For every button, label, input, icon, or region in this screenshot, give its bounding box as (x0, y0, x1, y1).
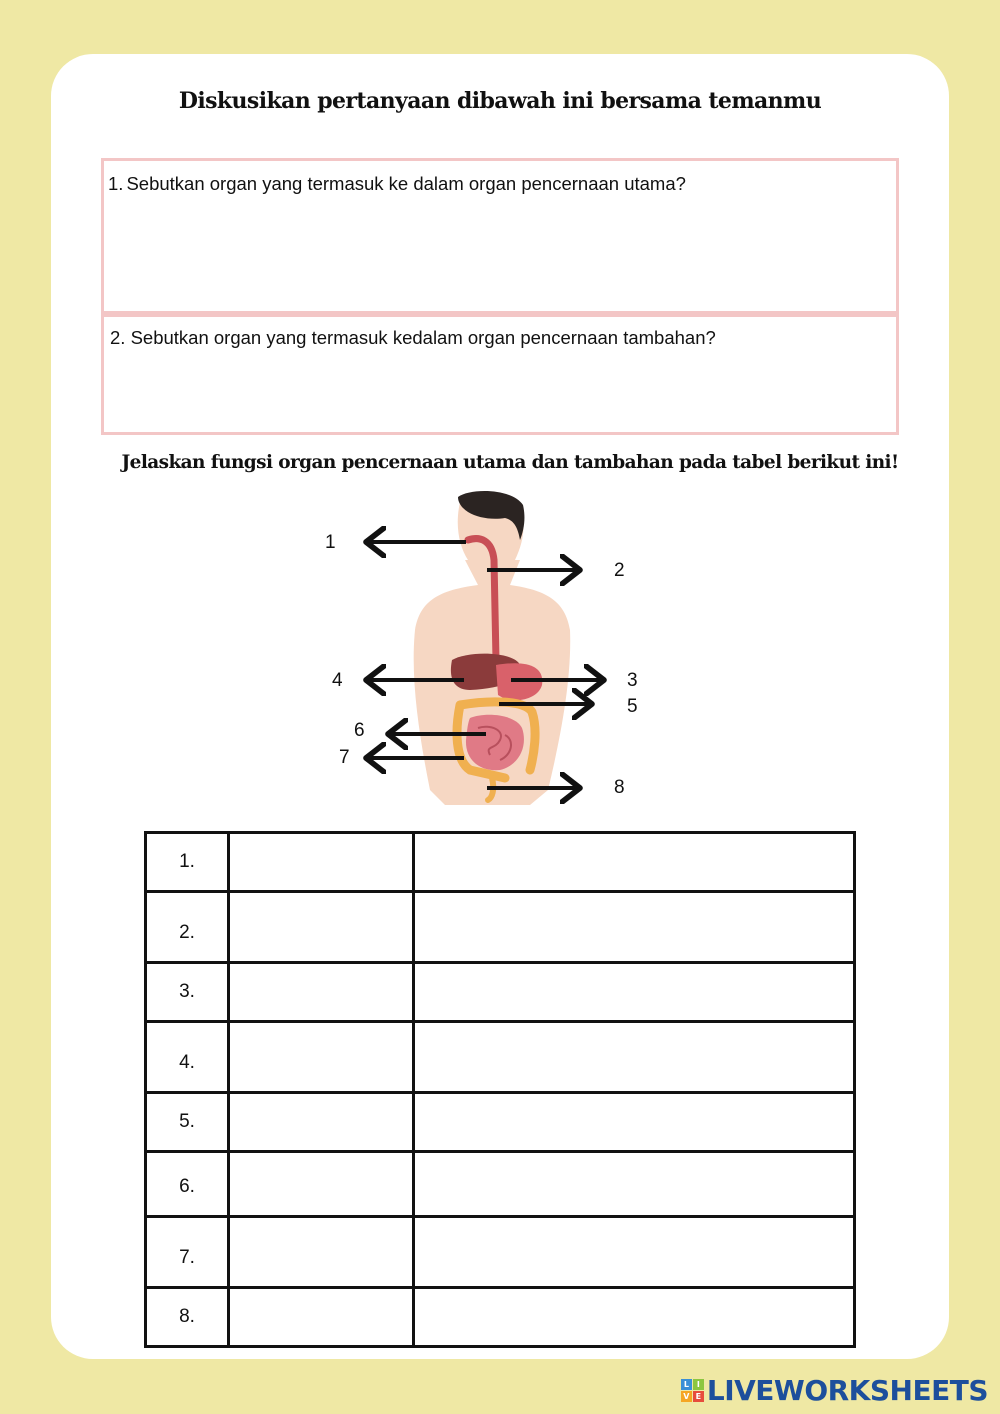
organ-cell[interactable] (229, 1217, 414, 1288)
function-cell[interactable] (414, 1022, 855, 1093)
diagram-label-2: 2 (614, 560, 625, 581)
table-row (146, 833, 855, 892)
answer-table (144, 831, 856, 1348)
function-cell[interactable] (414, 1288, 855, 1347)
question-1 (108, 173, 686, 195)
table-row (146, 1152, 855, 1217)
diagram-label-4: 4 (332, 670, 343, 691)
organ-cell[interactable] (229, 1288, 414, 1347)
function-cell[interactable] (414, 833, 855, 892)
liveworksheets-logo (681, 1374, 988, 1406)
row-number: 4. (146, 1022, 229, 1093)
question-2 (110, 327, 716, 349)
diagram-label-1: 1 (325, 532, 336, 553)
function-cell[interactable] (414, 1217, 855, 1288)
function-cell[interactable] (414, 963, 855, 1022)
organ-cell[interactable] (229, 1022, 414, 1093)
question-1-number: 1. (108, 173, 124, 194)
logo-text: LIVEWORKSHEETS (706, 1373, 988, 1407)
logo-mark (681, 1379, 704, 1402)
function-cell[interactable] (414, 1152, 855, 1217)
table-row (146, 1217, 855, 1288)
row-number: 3. (146, 963, 229, 1022)
organ-cell[interactable] (229, 892, 414, 963)
row-number: 8. (146, 1288, 229, 1347)
section-title: Jelaskan fungsi organ pencernaan utama dan tambahan pada tabel berikut ini! (121, 452, 899, 473)
table-row (146, 1022, 855, 1093)
logo-tile-v: V (681, 1391, 692, 1402)
row-number: 6. (146, 1152, 229, 1217)
row-number: 2. (146, 892, 229, 963)
row-number: 5. (146, 1093, 229, 1152)
question-1-text: Sebutkan organ yang termasuk ke dalam organ pencernaan utama? (126, 173, 686, 194)
diagram-label-5: 5 (627, 696, 638, 717)
organ-cell[interactable] (229, 1152, 414, 1217)
page-title: Diskusikan pertanyaan dibawah ini bersama temanmu (178, 88, 822, 114)
logo-tile-i: I (693, 1379, 704, 1390)
row-number: 1. (146, 833, 229, 892)
table-row (146, 963, 855, 1022)
organ-cell[interactable] (229, 833, 414, 892)
question-2-text: Sebutkan organ yang termasuk kedalam organ pencernaan tambahan? (130, 327, 716, 348)
question-box-1[interactable] (101, 158, 899, 314)
table-row (146, 892, 855, 963)
row-number: 7. (146, 1217, 229, 1288)
table-row (146, 1288, 855, 1347)
question-box-2[interactable] (101, 314, 899, 435)
diagram-label-6: 6 (354, 720, 365, 741)
diagram-label-8: 8 (614, 777, 625, 798)
function-cell[interactable] (414, 1093, 855, 1152)
logo-tile-e: E (693, 1391, 704, 1402)
table-row (146, 1093, 855, 1152)
question-2-number: 2. (110, 327, 126, 348)
diagram-label-7: 7 (339, 747, 350, 768)
organ-cell[interactable] (229, 963, 414, 1022)
function-cell[interactable] (414, 892, 855, 963)
organ-cell[interactable] (229, 1093, 414, 1152)
logo-tile-l: L (681, 1379, 692, 1390)
diagram-label-3: 3 (627, 670, 638, 691)
